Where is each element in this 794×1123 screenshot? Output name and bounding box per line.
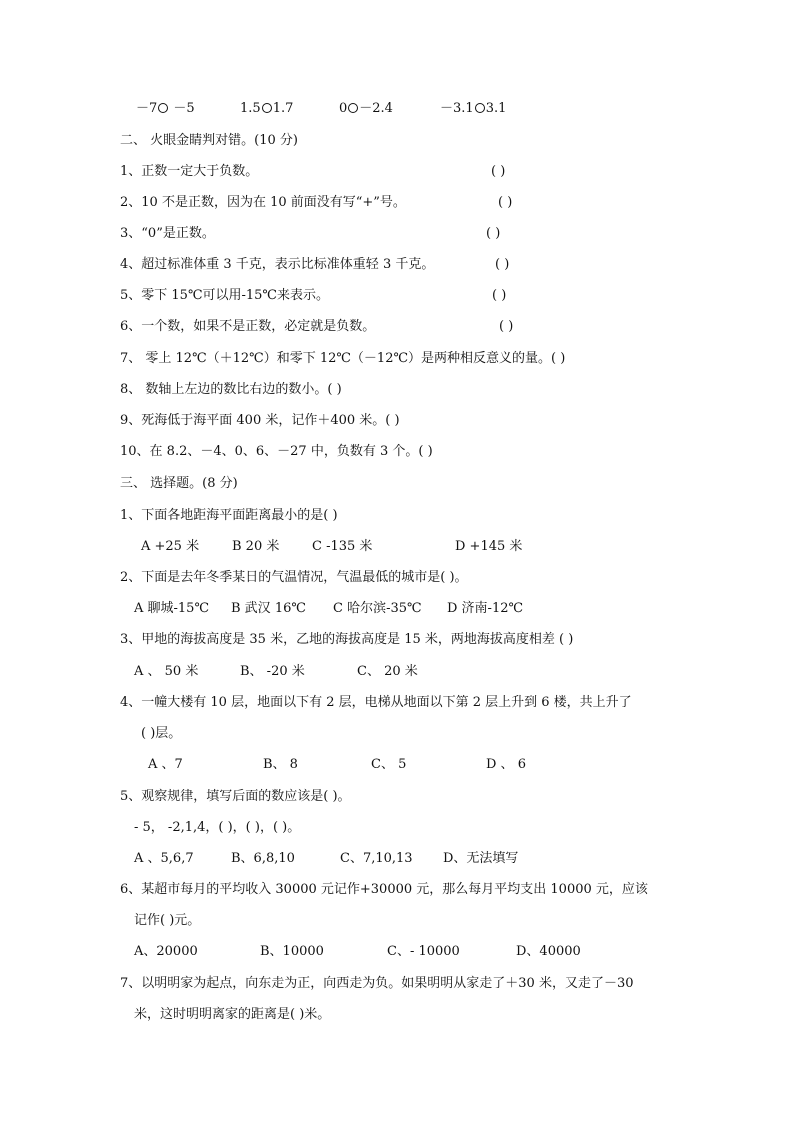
judge-item-text: 3、“0”是正数。	[120, 226, 215, 241]
compare-right: 1.7	[272, 101, 294, 116]
option[interactable]: C -135 米	[312, 539, 373, 554]
option[interactable]: B、 8	[263, 757, 298, 772]
option[interactable]: A 、7	[148, 757, 183, 772]
answer-blank[interactable]: ( )	[492, 288, 507, 303]
answer-blank[interactable]: ( )	[491, 164, 506, 179]
question-stem-cont: ( )层。	[141, 726, 182, 741]
option[interactable]: B 武汉 16℃	[231, 601, 306, 616]
compare-left: －3.1	[440, 101, 474, 116]
compare-left: －7	[136, 101, 158, 116]
option[interactable]: C、 5	[371, 757, 407, 772]
judge-item-text: 6、一个数，如果不是正数，必定就是负数。	[120, 319, 376, 334]
option[interactable]: A +25 米	[141, 539, 200, 554]
section-title: 二、 火眼金睛判对错。(10 分)	[120, 133, 298, 148]
question-stem: 7、以明明家为起点，向东走为正，向西走为负。如果明明从家走了＋30 米，又走了－30	[120, 976, 634, 991]
judge-item-text: 4、超过标准体重 3 千克，表示比标准体重轻 3 千克。	[120, 257, 435, 272]
answer-blank[interactable]: ( )	[486, 226, 501, 241]
compare-item	[339, 101, 393, 117]
judge-item: 9、死海低于海平面 400 米，记作＋400 米。( )	[120, 413, 400, 428]
compare-left: 1.5	[240, 101, 261, 116]
blank-circle-icon[interactable]	[262, 103, 272, 113]
judge-item	[120, 195, 680, 211]
option[interactable]: A 聊城-15℃	[134, 601, 209, 616]
number-sequence: - 5， -2,1,4，( )，( )，( )。	[134, 820, 301, 835]
option[interactable]: D +145 米	[455, 539, 523, 554]
judge-item	[120, 257, 680, 273]
question-stem: 5、观察规律，填写后面的数应该是( )。	[120, 789, 351, 804]
blank-circle-icon[interactable]	[475, 103, 485, 113]
option[interactable]: C、- 10000	[387, 944, 460, 959]
compare-item	[240, 101, 293, 117]
option[interactable]: D、40000	[516, 944, 581, 959]
judge-item: 8、 数轴上左边的数比右边的数小。( )	[120, 382, 342, 397]
option[interactable]: C、 20 米	[357, 664, 418, 679]
compare-right: －2.4	[359, 101, 393, 116]
option[interactable]: C、7,10,13	[340, 851, 413, 866]
option[interactable]: B、10000	[260, 944, 324, 959]
judge-item-text: 2、10 不是正数，因为在 10 前面没有写“+”号。	[120, 195, 406, 210]
question-stem-cont: 米，这时明明离家的距离是( )米。	[134, 1007, 331, 1022]
blank-circle-icon[interactable]	[158, 103, 168, 113]
judge-item: 7、 零上 12℃（＋12℃）和零下 12℃（－12℃）是两种相反意义的量。( )	[120, 351, 566, 366]
option[interactable]: B、 -20 米	[240, 664, 305, 679]
option[interactable]: D、无法填写	[443, 851, 519, 866]
compare-left: 0	[339, 101, 348, 116]
judge-item-text: 1、正数一定大于负数。	[120, 164, 259, 179]
option[interactable]: D 、 6	[486, 757, 526, 772]
section-title: 三、 选择题。(8 分)	[120, 476, 238, 491]
judge-item	[120, 226, 680, 242]
compare-right: 3.1	[485, 101, 507, 116]
compare-row	[0, 101, 794, 117]
blank-circle-icon[interactable]	[348, 103, 358, 113]
option[interactable]: A 、 50 米	[134, 664, 199, 679]
judge-item	[120, 288, 680, 304]
judge-item-text: 5、零下 15℃可以用-15℃来表示。	[120, 288, 329, 303]
question-stem-cont: 记作( )元。	[134, 913, 201, 928]
option[interactable]: C 哈尔滨-35℃	[333, 601, 422, 616]
judge-item	[120, 164, 680, 180]
compare-item	[136, 101, 195, 117]
judge-item: 10、在 8.2、－4、0、6、－27 中，负数有 3 个。( )	[120, 444, 433, 459]
compare-item	[440, 101, 506, 117]
question-stem: 1、下面各地距海平面距离最小的是( )	[120, 508, 338, 523]
option[interactable]: B、6,8,10	[231, 851, 295, 866]
question-stem: 3、甲地的海拔高度是 35 米，乙地的海拔高度是 15 米，两地海拔高度相差 ( )	[120, 632, 574, 647]
option[interactable]: A 、5,6,7	[134, 851, 194, 866]
answer-blank[interactable]: ( )	[498, 195, 513, 210]
question-stem: 2、下面是去年冬季某日的气温情况，气温最低的城市是( )。	[120, 570, 468, 585]
option[interactable]: A、20000	[134, 944, 198, 959]
question-stem: 6、某超市每月的平均收入 30000 元记作+30000 元，那么每月平均支出 10000 元，应该	[120, 882, 648, 897]
compare-right: －5	[173, 101, 195, 116]
option[interactable]: B 20 米	[232, 539, 280, 554]
answer-blank[interactable]: ( )	[495, 257, 510, 272]
option[interactable]: D 济南-12℃	[447, 601, 524, 616]
answer-blank[interactable]: ( )	[499, 319, 514, 334]
judge-item	[120, 319, 680, 335]
question-stem: 4、一幢大楼有 10 层，地面以下有 2 层，电梯从地面以下第 2 层上升到 6 楼，共上升了	[120, 695, 632, 710]
